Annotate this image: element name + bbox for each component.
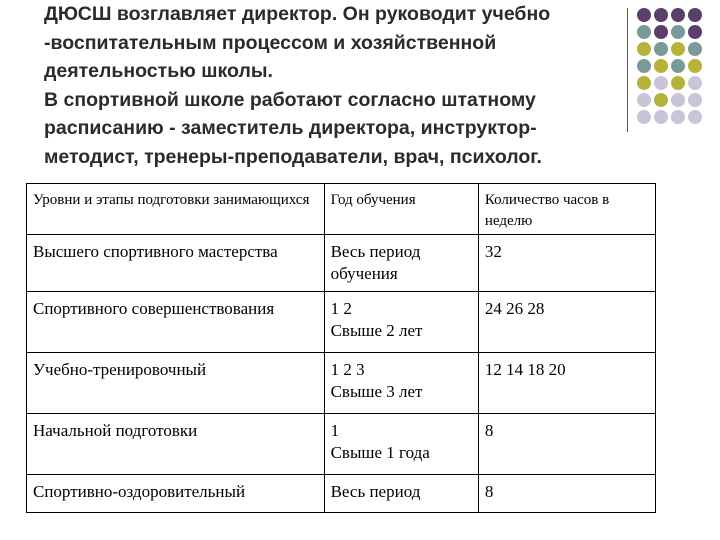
decor-dot [637,110,651,124]
decor-dot [671,8,685,22]
cell-year [324,414,478,475]
intro-line: -воспитательным процессом и хозяйственной [44,31,497,54]
decor-dot [671,59,685,73]
table-row [27,235,656,292]
decor-dot [688,59,702,73]
intro-line: В спортивной школе работают согласно штатному [44,88,536,111]
decor-dot [688,25,702,39]
cell-level: Начальной подготовки [27,414,325,475]
cell-year [324,292,478,353]
header-level: Уровни и этапы подготовки занимающихся [27,184,325,235]
cell-year [324,353,478,414]
decor-dot [688,110,702,124]
cell-year-line: 1 2 [330,299,352,318]
cell-year-line: Весь период [330,482,421,501]
cell-year-line: Свыше 2 лет [330,321,423,340]
intro-line: методист, тренеры-преподаватели, врач, психолог. [44,145,542,168]
decor-dot [637,76,651,90]
decor-dot [654,59,668,73]
cell-year [324,235,478,292]
decor-dot [654,110,668,124]
table-row [27,353,656,414]
table-row [27,292,656,353]
cell-level: Учебно-тренировочный [27,353,325,414]
table-header-row [27,184,656,235]
training-table [26,183,656,513]
decor-dot [688,42,702,56]
table-row [27,475,656,513]
decor-dot [671,42,685,56]
decor-dot [688,76,702,90]
decor-dot [654,8,668,22]
cell-hours: 24 26 28 [478,292,655,353]
decor-dot [671,93,685,107]
decor-dot [637,8,651,22]
decor-dot [671,110,685,124]
decor-dot [654,76,668,90]
cell-year-line: Свыше 3 лет [330,382,423,401]
cell-hours: 8 [478,414,655,475]
decor-divider [627,8,628,132]
header-hours: Количество часов в неделю [478,184,655,235]
cell-year-line: Весь период [330,242,421,261]
intro-text [44,0,629,172]
cell-hours: 12 14 18 20 [478,353,655,414]
cell-hours: 32 [478,235,655,292]
table-row [27,414,656,475]
decor-dot [654,25,668,39]
decor-dot [637,59,651,73]
decor-dot [688,8,702,22]
cell-level: Спортивно-оздоровительный [27,475,325,513]
intro-line: ДЮСШ возглавляет директор. Он руководит учебно [44,3,551,25]
decor-dot [637,93,651,107]
decor-dot [654,93,668,107]
header-year: Год обучения [324,184,478,235]
decor-dot [637,25,651,39]
intro-line: деятельностью школы. [44,60,273,83]
decor-dot [671,25,685,39]
cell-level: Высшего спортивного мастерства [27,235,325,292]
intro-line: расписанию - заместитель директора, инструктор- [44,117,537,140]
decor-dot [688,93,702,107]
decor-dot [654,42,668,56]
decor-dot [671,76,685,90]
cell-year-line: 1 [330,421,340,440]
cell-level: Спортивного совершенствования [27,292,325,353]
decor-dot [637,42,651,56]
cell-year-line: Свыше 1 года [330,443,430,462]
cell-year [324,475,478,513]
cell-year-line: обучения [330,264,398,283]
cell-hours: 8 [478,475,655,513]
cell-year-line: 1 2 3 [330,360,365,379]
